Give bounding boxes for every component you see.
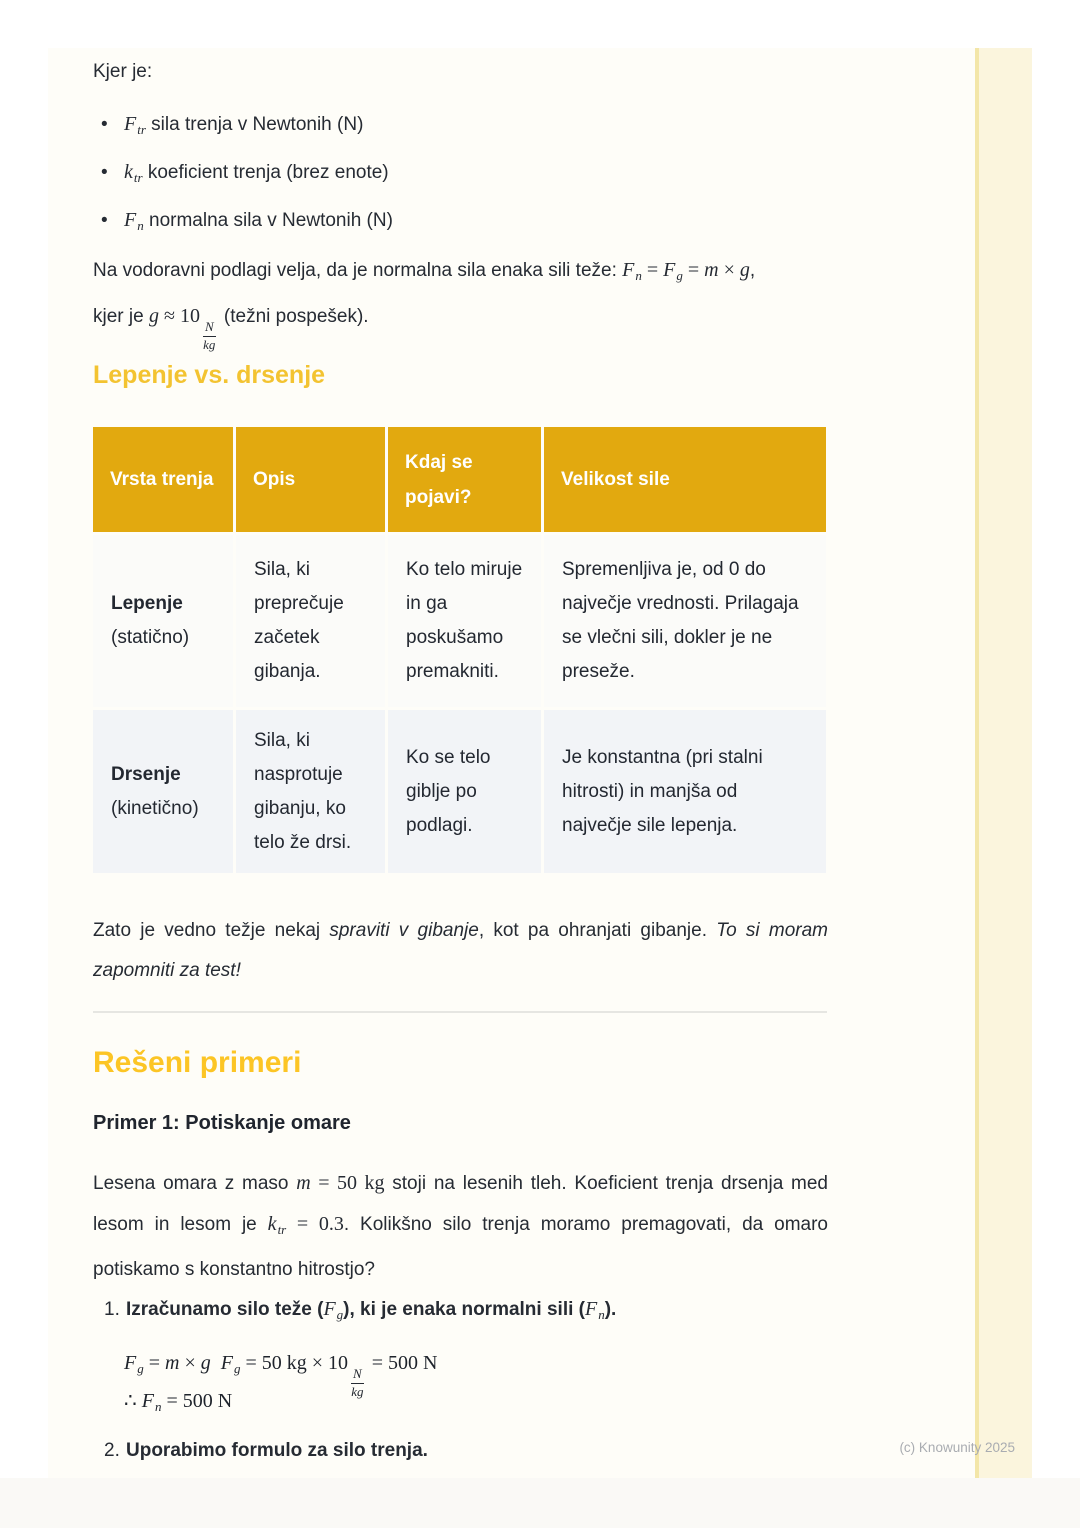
section-divider (93, 1011, 827, 1013)
intro-heading: Kjer je: (93, 61, 153, 82)
math-var: g (148, 305, 159, 327)
bullet-icon: • (101, 210, 108, 231)
list-item-text: normalna sila v Newtonih (N) (143, 210, 393, 231)
math-subscript: g (676, 268, 683, 283)
solution-step-1 (104, 1294, 844, 1330)
paragraph-text: . Kolikšno silo trenja moramo premagovati, da omaro potiskamo s konstantno hitrostjo? (93, 1214, 828, 1280)
friction-type-name: Drsenje (111, 763, 181, 785)
friction-type-note: (kinetično) (111, 797, 199, 819)
table-header-cell: Velikost sile (544, 427, 826, 532)
paragraph-text: Na vodoravni podlagi velja, da je normalna sila enaka sili teže: (93, 260, 623, 281)
math-operator: × (718, 259, 740, 281)
math-operator: × (179, 1352, 201, 1374)
fraction-denominator: kg (351, 1383, 364, 1399)
math-var: k (267, 1213, 277, 1235)
friction-type-name: Lepenje (111, 593, 183, 614)
math-expression: = 50 kg (310, 1172, 385, 1194)
step-number: 1. (104, 1299, 120, 1320)
bullet-icon: • (101, 114, 108, 135)
fraction (203, 320, 216, 353)
math-var: m (165, 1352, 180, 1374)
math-expression: = 500 N (366, 1352, 438, 1374)
math-var: k (124, 161, 133, 183)
paragraph-text: , kot pa ohranjati gibanje. (478, 920, 717, 941)
math-var: F (124, 1352, 137, 1374)
note-paragraph (93, 911, 828, 991)
math-subscript: tr (133, 170, 143, 185)
math-operator: = (143, 1352, 165, 1374)
list-item-text: sila trenja v Newtonih (N) (145, 114, 364, 135)
fraction-numerator: N (203, 320, 216, 337)
fraction-denominator: kg (203, 336, 216, 352)
math-operator: = (641, 259, 664, 281)
math-subscript: g (336, 1307, 344, 1322)
math-expression: = 500 N (161, 1390, 233, 1412)
math-var: F (663, 259, 676, 281)
paragraph-text: , (749, 260, 756, 281)
table-cell-opis: Sila, ki nasprotuje gibanju, ko telo že drsi. (236, 710, 385, 873)
friction-type-note: (statično) (111, 627, 190, 648)
math-operator: ≈ (158, 305, 180, 327)
bullet-icon: • (101, 162, 108, 183)
math-subscript: n (137, 218, 144, 233)
math-var: F (323, 1298, 336, 1320)
math-var: F (622, 259, 635, 281)
page-edge-highlight-strip (975, 48, 1032, 1478)
table-header-cell: Kdaj se pojavi? (388, 427, 541, 532)
math-var: F (141, 1390, 154, 1412)
step-text (126, 1299, 616, 1320)
fraction (351, 1367, 364, 1400)
below-page-background (0, 1478, 1080, 1528)
math-var: F (220, 1352, 233, 1374)
math-subscript: tr (137, 122, 146, 137)
section-heading-lepenje-vs-drsenje: Lepenje vs. drsenje (93, 361, 326, 389)
math-expression: = 50 kg × 10 (240, 1352, 349, 1374)
variable-definitions-list (93, 110, 833, 254)
copyright-watermark: (c) Knowunity 2025 (899, 1440, 1015, 1455)
math-var: g (739, 259, 750, 281)
table-cell-velikost: Je konstantna (pri stalni hitrosti) in manjša od največje sile lepenja. (544, 710, 826, 873)
math-operator: = (682, 259, 705, 281)
math-subscript: n (635, 268, 642, 283)
paragraph-text: Zato je vedno težje nekaj (93, 920, 330, 941)
paragraph-text: stoji na lesenih tleh. Koeficient trenja drsenja med lesom in lesom je (93, 1173, 829, 1235)
table-cell-type (93, 535, 233, 707)
table-cell-velikost: Spremenljiva je, od 0 do največje vrednosti. Prilagaja se vlečni sili, dokler je ne preseže. (544, 535, 826, 707)
therefore-symbol: ∴ (124, 1390, 142, 1412)
math-var: F (124, 113, 137, 135)
math-var: F (584, 1298, 598, 1320)
step-text-part: ), ki je enaka normalni sili ( (343, 1299, 585, 1320)
solution-step-2 (104, 1436, 844, 1466)
example1-problem-paragraph (93, 1163, 828, 1290)
section-heading-reseni-primeri: Rešeni primeri (93, 1046, 302, 1079)
math-subscript: tr (277, 1222, 287, 1237)
list-item-text: koeficient trenja (brez enote) (142, 162, 389, 183)
math-subscript: g (233, 1361, 241, 1376)
paragraph-italic-text: To si moram zapomniti za test! (93, 920, 828, 981)
paragraph-italic-text: spraviti v gibanje (329, 920, 479, 941)
paragraph-text: (težni pospešek). (218, 306, 369, 327)
list-item (93, 110, 833, 144)
paragraph-text: kjer je (93, 306, 149, 327)
table-cell-kdaj: Ko se telo giblje po podlagi. (388, 710, 541, 873)
step-text-part: Izračunamo silo teže ( (126, 1299, 324, 1320)
step-text-part: Uporabimo formulo za silo trenja. (126, 1440, 428, 1461)
table-header-cell: Opis (236, 427, 385, 532)
list-item (93, 158, 833, 192)
friction-comparison-table (93, 427, 826, 873)
math-subscript: n (154, 1399, 162, 1414)
fraction-numerator: N (351, 1367, 364, 1384)
math-subscript: n (598, 1307, 605, 1322)
math-var: m (296, 1172, 311, 1194)
formula-normal-force-result (124, 1383, 232, 1425)
math-var: m (704, 259, 719, 281)
table-header-cell: Vrsta trenja (93, 427, 233, 532)
table-cell-type (93, 710, 233, 873)
paragraph-text: Lesena omara z maso (93, 1173, 297, 1194)
step-text (126, 1440, 428, 1461)
math-expression: = 0.3 (286, 1213, 344, 1235)
list-item (93, 206, 833, 240)
table-cell-kdaj: Ko telo miruje in ga poskušamo premakniti. (388, 535, 541, 707)
normal-force-paragraph (93, 250, 833, 353)
math-var: g (200, 1352, 211, 1374)
table-cell-opis: Sila, ki preprečuje začetek gibanja. (236, 535, 385, 707)
example1-title: Primer 1: Potiskanje omare (93, 1112, 351, 1134)
step-text-part: ). (604, 1299, 617, 1320)
math-number: 10 (179, 305, 200, 327)
math-subscript: g (137, 1361, 144, 1376)
math-var: F (124, 209, 137, 231)
step-number: 2. (104, 1440, 120, 1461)
